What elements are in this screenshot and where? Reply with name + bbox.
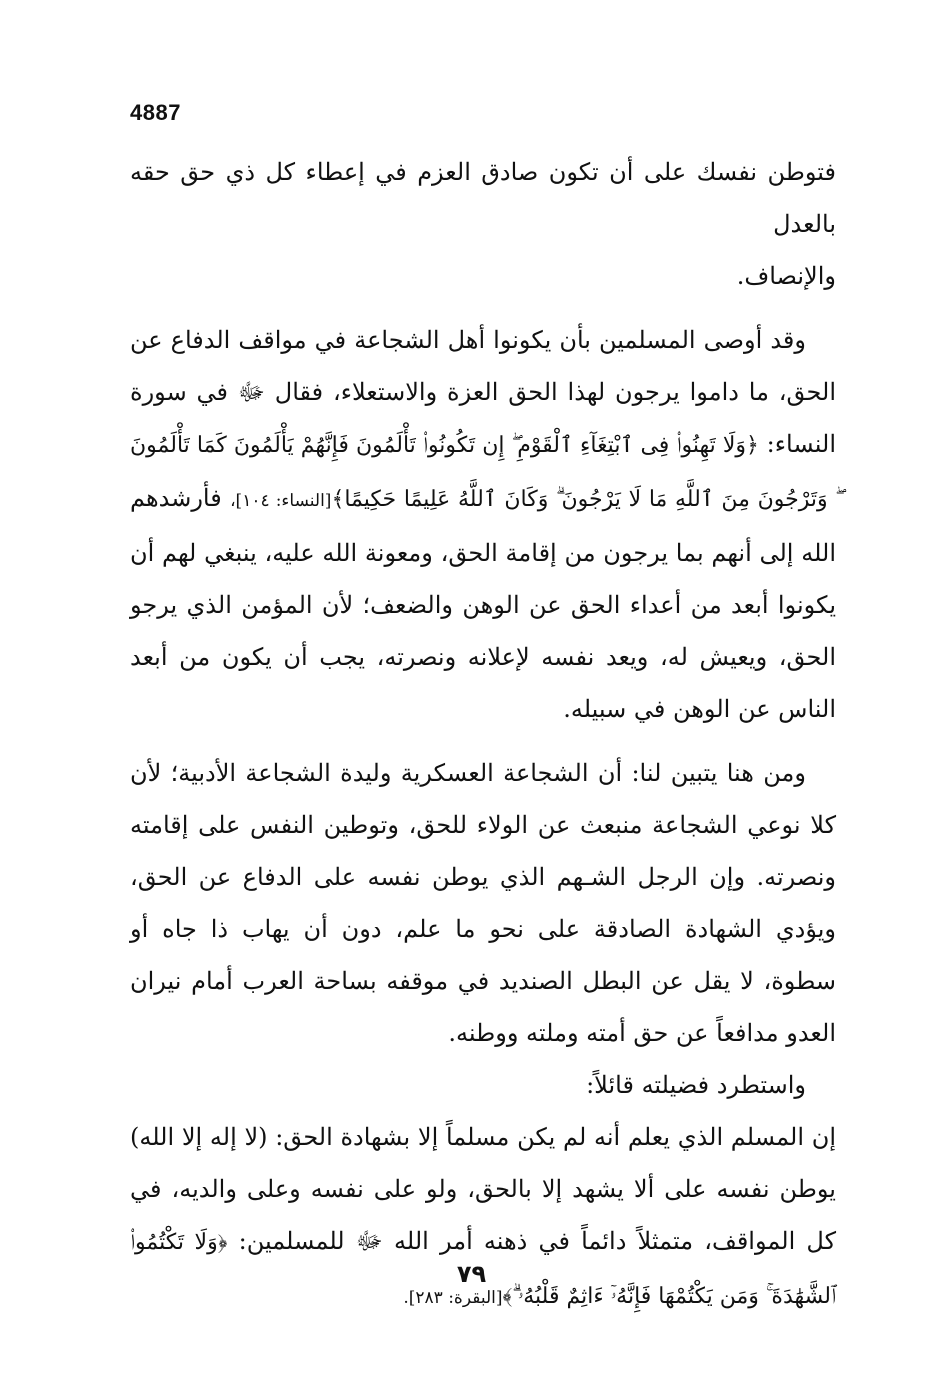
paragraph-5-text: إن المسلم الذي يعلم أنه لم يكن مسلماً إلا بشهادة الحق: (لا إله إلا الله) يوطن نفسه على ألا يشهد إلا بالحق، ولو على نفسه وعلى والديه، في كل المواقف، متمثلاً دائماً في ذهنه أمر الله ﷻ للمسلمين: (130, 1123, 836, 1255)
page-id: 4887 (130, 100, 181, 125)
paragraph-1-line-1: فتوطن نفسك على أن تكون صادق العزم في إعطاء كل ذي حق حقه بالعدل (130, 158, 836, 238)
paragraph-1-line-2: والإنصاف. (736, 262, 836, 290)
paragraph-2 (130, 314, 836, 735)
paragraph-4-text: واستطرد فضيلته قائلاً: (586, 1071, 806, 1099)
quran-verse-baqara: ﴿وَلَا تَكْتُمُوا۟ ٱلشَّهَٰدَةَ ۚ وَمَن يَكْتُمْهَا فَإِنَّهُۥٓ ءَاثِمٌ قَلْبُهُۥ ۗ﴾ (130, 1230, 836, 1309)
quran-ref-nisa: [النساء: ١٠٤]، (230, 491, 332, 511)
paragraph-4 (130, 1059, 836, 1111)
page-number: ٧٩ (456, 1260, 487, 1288)
paragraph-3 (130, 747, 836, 1059)
paragraph-3-text: ومن هنا يتبين لنا: أن الشجاعة العسكرية وليدة الشجاعة الأدبية؛ لأن كلا نوعي الشجاعة منبعث عن الولاء للحق، وتوطين النفس على إقامته ونصرته. وإن الرجل الشـهم الذي يوطن نفسه على الدفاع عن الحق، ويؤدي الشهادة الصادقة على نحو ما علم، دون أن يهاب ذا جاه أو سطوة، لا يقل عن البطل الصنديد في موقفه بساحة العرب أمام نيران العدو مدافعاً عن حق أمته وملته ووطنه. (130, 759, 836, 1047)
quran-verse-nisa: ﴿وَلَا تَهِنُوا۟ فِى ٱبْتِغَآءِ ٱلْقَوْمِ ۖ إِن تَكُونُوا۟ تَأْلَمُونَ فَإِنَّهُمْ يَأْلَمُونَ كَمَا تَأْلَمُونَ ۖ وَتَرْجُونَ مِنَ ٱللَّهِ مَا لَا يَرْجُونَ ۗ وَكَانَ ٱللَّهُ عَلِيمًا حَكِيمًا﴾ (130, 433, 836, 512)
paragraph-1 (130, 146, 836, 250)
paragraph-2-rest: فأرشدهم الله إلى أنهم بما يرجون من إقامة الحق، ومعونة الله عليه، ينبغي لهم أن يكونوا أبعد من أعداء الحق عن الوهن والضعف؛ لأن المؤمن الذي يرجو الحق، ويعيش له، ويعد نفسه لإعلانه ونصرته، يجب أن يكون من أبعد الناس عن الوهن في سبيله. (130, 484, 836, 723)
paragraph-5 (130, 1111, 836, 1324)
paragraph-1-end (130, 250, 836, 302)
quran-ref-baqara: [البقرة: ٢٨٣]. (403, 1288, 503, 1308)
paragraph-2-text: وقد أوصى المسلمين بأن يكونوا أهل الشجاعة في مواقف الدفاع عن الحق، ما داموا يرجون لهذا الحق العزة والاستعلاء، فقال ﷻ في سورة النساء: (130, 326, 836, 458)
body-text (130, 146, 836, 1324)
